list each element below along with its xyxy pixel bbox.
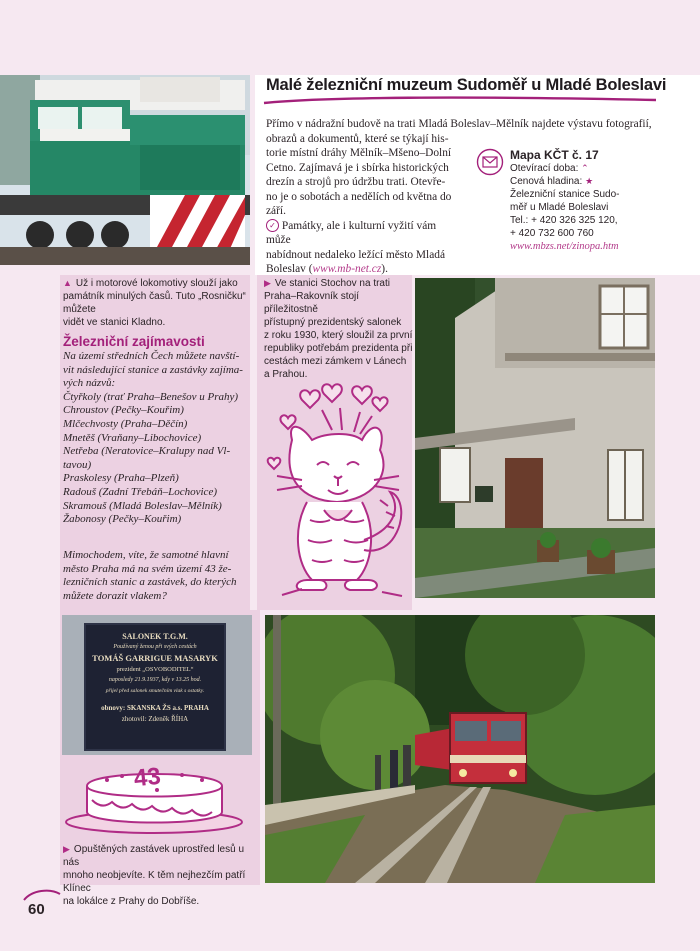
article-intro: [266, 117, 658, 132]
article-title: Malé železniční muzeum Sudoměř u Mladé Boleslavi: [266, 76, 667, 94]
trivia-line: můžete dorazit vlakem?: [63, 589, 167, 602]
cake-number: 43: [132, 762, 162, 793]
sidebar-intro: [63, 350, 253, 527]
info-line: Otevírací doba:: [510, 163, 579, 174]
trivia-line: město Praha má na svém území 43 že-: [63, 562, 232, 575]
locomotive-photo: [0, 75, 250, 265]
tip-line: Boleslav (: [266, 263, 313, 275]
page-corner-swoosh: [22, 888, 62, 902]
caption-line: přístupný prezidentský salonek: [264, 317, 402, 328]
page-number: 60: [28, 901, 45, 918]
title-underline: [262, 96, 658, 106]
caption-line: na lokálce z Prahy do Dobříše.: [63, 896, 200, 907]
station-item: Radouš (Zadní Třebáň–Lochovice): [63, 485, 217, 498]
station-item: Skramouš (Mladá Boleslav–Mělník): [63, 499, 222, 512]
trivia-line: lezničních stanic a zastávek, do kterých: [63, 576, 237, 589]
caption-line: republiky potřebám prezidenta při: [264, 343, 413, 354]
klinec-caption: [63, 843, 258, 908]
caption-line: Opuštěných zastávek uprostřed lesů u nás: [63, 844, 245, 868]
info-box: [510, 149, 660, 253]
info-heading: Mapa KČT č. 17: [510, 148, 599, 162]
plaque-line: TOMÁŠ GARRIGUE MASARYK: [92, 653, 218, 663]
caption-line: Praha–Rakovník stojí příležitostně: [264, 291, 360, 315]
station-item: tavou): [63, 458, 92, 471]
info-line: měř u Mladé Boleslavi: [510, 202, 609, 213]
triangle-right-icon: ▶: [264, 278, 271, 288]
station-item: Mlčechvosty (Praha–Děčín): [63, 417, 188, 430]
caption-line: mnoho neobjevíte. K těm nejhezčím patří Klínec: [63, 870, 246, 894]
mb-net-link[interactable]: www.mb-net.cz: [312, 263, 382, 275]
stochov-station-photo: [415, 278, 655, 598]
caption-line: cestách mezi zámkem v Lánech: [264, 356, 407, 367]
plaque-line: přijel před salonek smutečním vlak s ostatky.: [105, 688, 205, 694]
tip-paragraph: [266, 219, 462, 277]
info-line: Cenová hladina:: [510, 176, 583, 187]
caption-line: Už i motorové lokomotivy slouží jako: [75, 278, 238, 289]
station-item: Netřeba (Neratovice–Kralupy nad Vl-: [63, 445, 231, 458]
plaque-line: zhotovil: Zdeněk ŘÍHA: [121, 715, 189, 723]
star-icon: ★: [585, 176, 594, 186]
plaque-line: SALONEK T.G.M.: [122, 632, 188, 641]
caption-line: a Prahou.: [264, 369, 308, 380]
station-item: Praskolesy (Praha–Plzeň): [63, 472, 179, 485]
hours-icon: ⌃: [581, 163, 589, 173]
trivia-line: Mimochodem, víte, že samotné hlavní: [63, 549, 229, 561]
intro-line: září.: [266, 205, 286, 217]
intro-line: no je o sobotách a nedělích od května do: [266, 190, 452, 203]
intro-line: Přímo v nádražní budově na trati Mladá Boleslav–Mělník najdete výstavu fotografií,: [266, 118, 652, 130]
intro-line: obrazů a dokumentů, které se týkají his-: [266, 132, 449, 145]
sidebar-title: Železniční zajímavosti: [63, 334, 205, 349]
trivia-text: [63, 549, 253, 603]
caption-line: Ve stanici Stochov na trati: [274, 278, 390, 289]
plaque-line: naposledy 21.9.1937, kdy v 13.25 hod.: [108, 677, 202, 683]
forest-train-photo: [265, 615, 655, 883]
plaque-line: prezident „OSVOBODITEL“: [116, 666, 194, 673]
envelope-icon: [476, 148, 504, 176]
triangle-right-icon: ▶: [63, 844, 70, 854]
sidebar-intro-line: vit následující stanice a zastávky zajíma-: [63, 363, 243, 376]
info-line: Železniční stanice Sudo-: [510, 189, 620, 200]
sidebar-intro-line: Na území středních Čech můžete navští-: [63, 350, 240, 362]
caption-line: památník minulých časů. Tuto „Rosničku“ můžete: [63, 291, 246, 315]
station-item: Mnetěš (Vraňany–Libochovice): [63, 431, 202, 444]
station-item: Chroustov (Pečky–Kouřim): [63, 404, 184, 417]
intro-line: torie místní dráhy Mělník–Mšeno–Dolní: [266, 147, 452, 159]
caption-line: z roku 1930, který sloužil za první: [264, 330, 413, 341]
triangle-up-icon: ▲: [63, 278, 72, 288]
tip-line: nabídnout nedaleko ležící město Mladá: [266, 248, 446, 261]
mbzs-link[interactable]: www.mbzs.net/zinopa.htm: [510, 241, 619, 252]
tip-end: ).: [381, 263, 388, 275]
article-intro-column: [266, 132, 462, 277]
station-item: Žabonosy (Pečky–Kouřim): [63, 513, 182, 526]
station-item: Čtyřkoly (trať Praha–Benešov u Prahy): [63, 390, 239, 403]
plaque-line: Používaný ženou při svých cestách: [113, 644, 197, 650]
loco-caption: [63, 277, 253, 329]
cake-illustration: [62, 760, 252, 838]
plaque: [84, 623, 226, 751]
caption-line: vidět ve stanici Kladno.: [63, 317, 166, 328]
intro-line: drezín a strojů pro údržbu trati. Otevře-: [266, 176, 446, 188]
tip-icon: ✓: [266, 219, 279, 232]
stochov-caption: [264, 277, 414, 381]
info-line: + 420 732 600 760: [510, 228, 594, 239]
plaque-line: obnovy: SKANSKA ŽS a.s. PRAHA: [101, 704, 209, 712]
intro-line: Cetno. Zajímavá je i sbírka historických: [266, 161, 449, 174]
sidebar-intro-line: vých názvů:: [63, 377, 116, 390]
masaryk-plaque-photo: [62, 615, 252, 755]
info-line: Tel.: + 420 326 325 120,: [510, 215, 618, 226]
tip-line: Památky, ale i kulturní vyžití vám může: [266, 219, 437, 246]
cat-illustration: [262, 380, 412, 605]
